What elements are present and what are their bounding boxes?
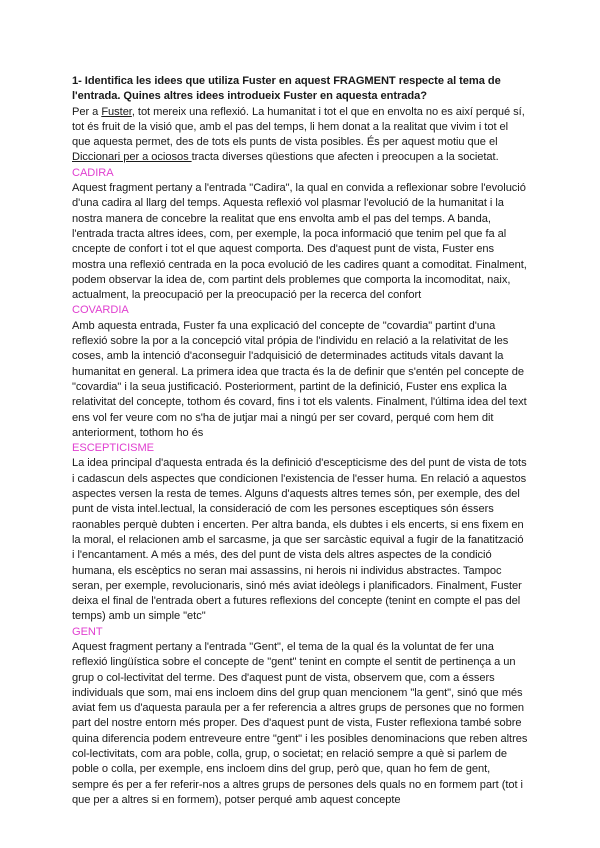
diccionari-link[interactable]: Diccionari per a ociosos [72,151,192,164]
section-body-escepticisme: La idea principal d'aquesta entrada és la definició d'escepticisme des del punt de vista de tots i cadascun dels aspectes que condicionen l'existencia de l'esser huma. En relació a aquestos aspectes versen la resta de temes. Alguns d'aquests altres temes són, per exemple, des del punt de vista intel.lectual, la consideració de com les persones esceptiques són éssers raonables perquè dubten i encerten. Per altra banda, els dubtes i els encerts, si ens fixem en la moral, el relacionen amb el sarcasme, ja que ser sarcàstic equival a fugir de la fanatització i l'encantament. A més a més, des del punt de vista dels altres aspectes de la condició humana, els escèptics no seran mai assassins, ni herois ni individus abstractes. Tampoc seran, per exemple, revolucionaris, sinó més aviat ideòlegs i planificadors. Finalment, Fuster deixa el final de l'entrada obert a futures reflexions del concepte (tenint en compte el pas del temps) amb un simple "etc" [72,457,527,623]
section-body-covardia: Amb aquesta entrada, Fuster fa una explicació del concepte de "covardia" partint d'una reflexió sobre la por a la concepció vital própia de l'individu en relació a la relativitat de les coses, amb la intenció d'aconseguir l'adquisició de determinades actituds vitals davant la humanitat en general. La primera idea que tracta és la de definir que s'entén pel concepte de "covardia" i la seua justificació. Posteriorment, partint de la definició, Fuster ens explica la relativitat del concepte, tothom és covard, fins i tot els valents. Finalment, l'última idea del text ens vol fer veure com no s'ha de jutjar mai a ningú per ser covard, perqué com hem dit anteriorment, tothom ho és [72,319,527,439]
fuster-link[interactable]: Fuster [101,105,132,118]
intro-text-3: tracta diverses qüestions que afecten i preocupen a la societat. [191,151,499,164]
intro-paragraph [72,105,528,166]
question-heading: 1- Identifica les idees que utiliza Fuster en aquest FRAGMENT respecte al tema de l'entrada. Quines altres idees introdueix Fuster en aquesta entrada? [72,75,501,103]
section-heading-gent: GENT [72,625,103,638]
section-body-gent: Aquest fragment pertany a l'entrada "Gent", el tema de la qual és la voluntat de fer una reflexió lingüística sobre el concepte de "gent" tenint en compte el sentit de pertinença a un grup o col-lectivitat del terme. Des d'aquest punt de vista, observem que, com a éssers individuals que som, mai ens incloem dins del grup quan mencionem "la gent", sinó que més aviat fem us d'aquesta paraula per a fer referencia a altres grups de persones que no formen part del nostre entorn més proper. Des d'aquest punt de vista, Fuster reflexiona també sobre quina diferencia podem entreveure entre "gent" i les posibles denominacions que reben altres col-lectivitats, com ara poble, colla, grup, o societat; en relació sempre a què si parlem de poble o colla, per exemple, ens incloem dins del grup, però que, quan ho fem de gent, sempre és per a fer referir-nos a altres grups de persones dels quals no en formem part (tot i que per a altres si en formem), potser perqué amb aquest concepte [72,640,528,806]
document-page [72,74,528,808]
intro-text-2: , tot mereix una reflexió. La humanitat i tot el que en envolta no es així perqué sí, tot és fruit de la visió que, amb el pas del temps, li hem donat a la realitat que vivim i tot el que aquesta permet, des de tots els punts de vista posibles. És per aquest motiu que el [72,105,525,149]
section-heading-escepticisme: ESCEPTICISME [72,442,155,455]
section-heading-cadira: CADIRA [72,166,114,179]
section-heading-covardia: COVARDIA [72,304,129,317]
section-body-cadira: Aquest fragment pertany a l'entrada "Cadira", la qual en convida a reflexionar sobre l'evolució d'una cadira al llarg del temps. Aquesta reflexió vol plasmar l'evolució de la humanitat i la nostra manera de concebre la realitat que ens envolta amb el pas del temps. A banda, l'entrada tracta altres idees, com, per exemple, la poca informació que tenim pel que fa al cncepte de confort i tot el que aquest comporta. Des d'aquest punt de vista, Fuster ens mostra una reflexió centrada en la poca evolució de les cadires quant a comoditat. Finalment, podem observar la idea de, com partint dels problemes que comporta la incomoditat, naix, actualment, la preocupació per la preocupació per la recerca del confort [72,182,527,302]
intro-text-1: Per a [72,105,102,118]
